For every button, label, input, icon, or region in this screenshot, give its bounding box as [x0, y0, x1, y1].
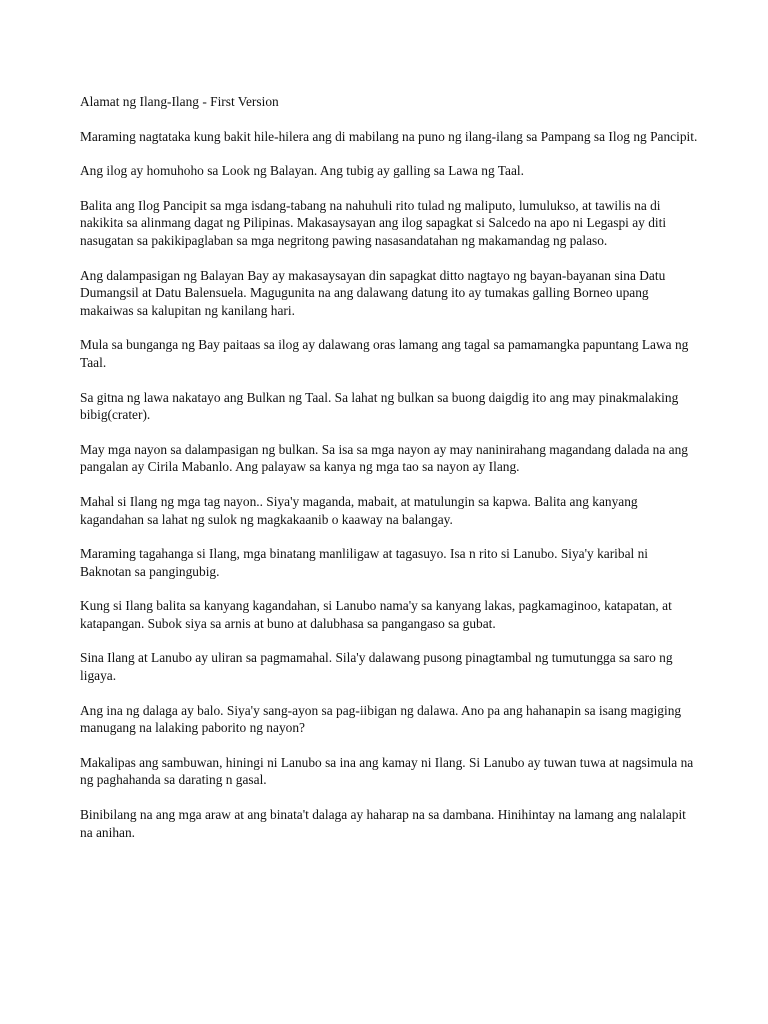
- paragraph-5: Mula sa bunganga ng Bay paitaas sa ilog ay dalawang oras lamang ang tagal sa pamamangka papuntang Lawa ng Taal.: [80, 337, 689, 370]
- paragraph-13: Makalipas ang sambuwan, hiningi ni Lanubo sa ina ang kamay ni Ilang. Si Lanubo ay tuwan tuwa at nagsimula na ng paghahanda sa darating n gasal.: [80, 754, 694, 788]
- document-title: Alamat ng Ilang-Ilang - First Version: [80, 94, 279, 109]
- paragraph-10: Kung si Ilang balita sa kanyang kagandahan, si Lanubo nama'y sa kanyang lakas, pagkamaginoo, katapatan, at katapangan. Subok siya sa arnis at buno at dalubhasa sa pangangaso sa gubat.: [80, 598, 672, 631]
- paragraph-11: Sina Ilang at Lanubo ay uliran sa pagmamahal. Sila'y dalawang pusong pinagtambal ng tumutungga sa saro ng ligaya.: [80, 650, 673, 684]
- paragraph-3: Balita ang Ilog Pancipit sa mga isdang-tabang na nahuhuli rito tulad ng maliputo, lumulukso, at tawilis na di nakikita sa alinmang dagat ng Pilipinas. Makasaysayan ang ilog sapagkat si Salcedo na apo ni Legaspi ay diti nasugatan sa pakikipaglaban sa mga negritong pawing nasasandatahan ng makamandag ng palaso.: [80, 197, 667, 248]
- document-page: [80, 93, 700, 858]
- paragraph-8: Mahal si Ilang ng mga tag nayon.. Siya'y maganda, mabait, at matulungin sa kapwa. Balita ang kanyang kagandahan sa lahat ng sulok ng magkakaanib o kaaway na balangay.: [80, 493, 638, 527]
- paragraph-6: Sa gitna ng lawa nakatayo ang Bulkan ng Taal. Sa lahat ng bulkan sa buong daigdig ito ang may pinakmalaking bibig(crater).: [80, 389, 679, 423]
- paragraph-9: Maraming tagahanga si Ilang, mga binatang manliligaw at tagasuyo. Isa n rito si Lanubo. Siya'y karibal ni Baknotan sa pangingubig.: [80, 546, 649, 579]
- paragraph-4: Ang dalampasigan ng Balayan Bay ay makasaysayan din sapagkat ditto nagtayo ng bayan-bayanan sina Datu Dumangsil at Datu Balensuela. Magugunita na ang dalawang datung ito ay tumakas galling Borneo upang makaiwas sa kalupitan ng kanilang hari.: [80, 267, 666, 318]
- paragraph-12: Ang ina ng dalaga ay balo. Siya'y sang-ayon sa pag-iibigan ng dalawa. Ano pa ang hahanapin sa isang magiging manugang na lalaking paborito ng nayon?: [80, 702, 682, 736]
- paragraph-1: Maraming nagtataka kung bakit hile-hilera ang di mabilang na puno ng ilang-ilang sa Pampang sa Ilog ng Pancipit.: [80, 128, 698, 144]
- paragraph-2: Ang ilog ay homuhoho sa Look ng Balayan. Ang tubig ay galling sa Lawa ng Taal.: [80, 163, 524, 179]
- paragraph-7: May mga nayon sa dalampasigan ng bulkan. Sa isa sa mga nayon ay may naninirahang magandang dalada na ang pangalan ay Cirila Mabanlo. Ang palayaw sa kanya ng mga tao sa nayon ay Ilang.: [80, 441, 688, 475]
- paragraph-14: Binibilang na ang mga araw at ang binata't dalaga ay haharap na sa dambana. Hinihintay na lamang ang nalalapit na anihan.: [80, 807, 686, 840]
